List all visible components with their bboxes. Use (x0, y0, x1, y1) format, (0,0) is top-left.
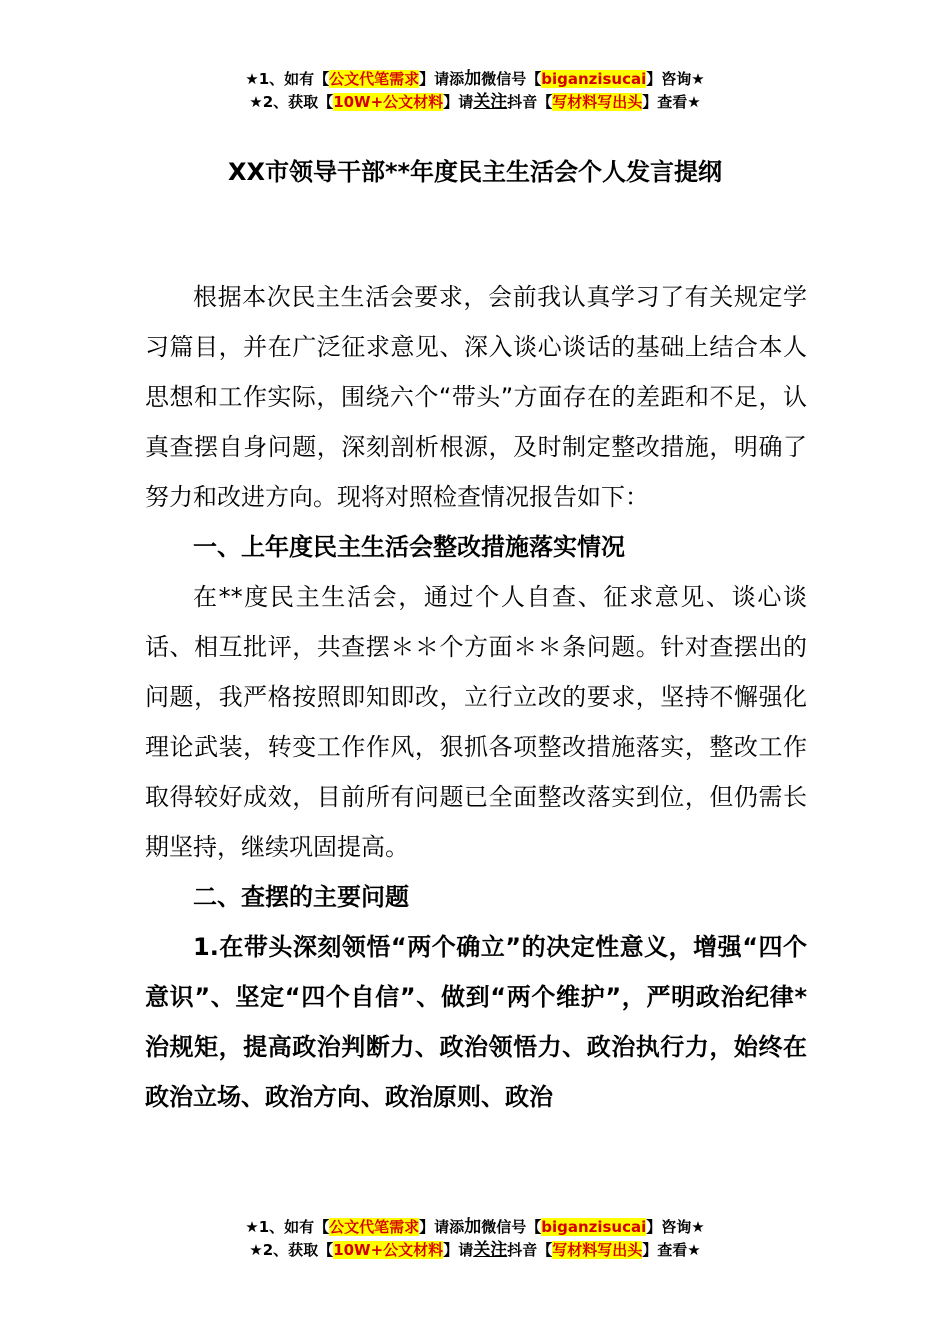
banner-line-1-mid: 】请添 (419, 70, 465, 88)
bottom-banner-line-1-prefix: ★1、如有【 (245, 1218, 330, 1236)
banner-line-2-prefix: ★2、获取【 (249, 93, 334, 111)
banner-line-2-highlight-materials: 10W+公文材料 (333, 93, 444, 111)
bottom-banner-line-2-mid2: 抖音【 (507, 1241, 553, 1259)
top-banner (0, 68, 950, 114)
bottom-banner-line-2-highlight-douyin: 写材料写出头 (552, 1241, 643, 1259)
intro-paragraph: 根据本次民主生活会要求，会前我认真学习了有关规定学习篇目，并在广泛征求意见、深入谈心谈话的基础上结合本人思想和工作实际，围绕六个“带头”方面存在的差距和不足，认真查摆自身问题，深刻剖析根源，及时制定整改措施，明确了努力和改进方向。现将对照检查情况报告如下： (145, 283, 807, 511)
banner-line-2-highlight-douyin: 写材料写出头 (552, 93, 643, 111)
bottom-banner-line-2-mid: 】请 (443, 1241, 474, 1259)
bottom-banner-line-1-mid2: 微信号【 (481, 1218, 542, 1236)
bottom-banner-line-1-highlight-wechat: biganzisucai (541, 1218, 647, 1236)
banner-line-1 (0, 68, 950, 91)
document-body (145, 272, 807, 1122)
banner-line-1-highlight-service: 公文代笔需求 (329, 70, 420, 88)
section-2-item-1: 1.在带头深刻领悟“两个确立”的决定性意义，增强“四个意识”、坚定“四个自信”、做到“两个维护”，严明政治纪律*治规矩，提高政治判断力、政治领悟力、政治执行力，始终在政治立场、政治方向、政治原则、政治 (145, 933, 807, 1111)
bottom-banner (0, 1216, 950, 1262)
banner-line-2 (0, 91, 950, 114)
bottom-banner-line-1-highlight-service: 公文代笔需求 (329, 1218, 420, 1236)
bottom-banner-line-1-mid: 】请添 (419, 1218, 465, 1236)
document-title: XX市领导干部**年度民主生活会个人发言提纲 (227, 158, 723, 186)
banner-line-1-emph: 加 (464, 69, 482, 89)
bottom-banner-line-1-emph: 加 (464, 1217, 482, 1237)
banner-line-1-mid2: 微信号【 (481, 70, 542, 88)
section-2-heading: 二、查摆的主要问题 (193, 883, 409, 911)
banner-line-2-mid2: 抖音【 (507, 93, 553, 111)
bottom-banner-line-2-prefix: ★2、获取【 (249, 1241, 334, 1259)
banner-line-1-highlight-wechat: biganzisucai (541, 70, 647, 88)
banner-line-2-suffix: 】查看★ (642, 93, 701, 111)
section-1-paragraph: 在**度民主生活会，通过个人自查、征求意见、谈心谈话、相互批评，共查摆＊＊个方面＊＊条问题。针对查摆出的问题，我严格按照即知即改，立行立改的要求，坚持不懈强化理论武装，转变工作作风，狠抓各项整改措施落实，整改工作取得较好成效，目前所有问题已全面整改落实到位，但仍需长期坚持，继续巩固提高。 (145, 583, 807, 861)
bottom-banner-line-1 (0, 1216, 950, 1239)
bottom-banner-line-2-suffix: 】查看★ (642, 1241, 701, 1259)
banner-line-1-suffix: 】咨询★ (646, 70, 705, 88)
bottom-banner-line-2-emph: 关注 (473, 1240, 508, 1260)
banner-line-1-prefix: ★1、如有【 (245, 70, 330, 88)
banner-line-2-mid: 】请 (443, 93, 474, 111)
bottom-banner-line-2 (0, 1239, 950, 1262)
bottom-banner-line-1-suffix: 】咨询★ (646, 1218, 705, 1236)
section-1-heading: 一、上年度民主生活会整改措施落实情况 (193, 533, 625, 561)
bottom-banner-line-2-highlight-materials: 10W+公文材料 (333, 1241, 444, 1259)
banner-line-2-emph: 关注 (473, 92, 508, 112)
